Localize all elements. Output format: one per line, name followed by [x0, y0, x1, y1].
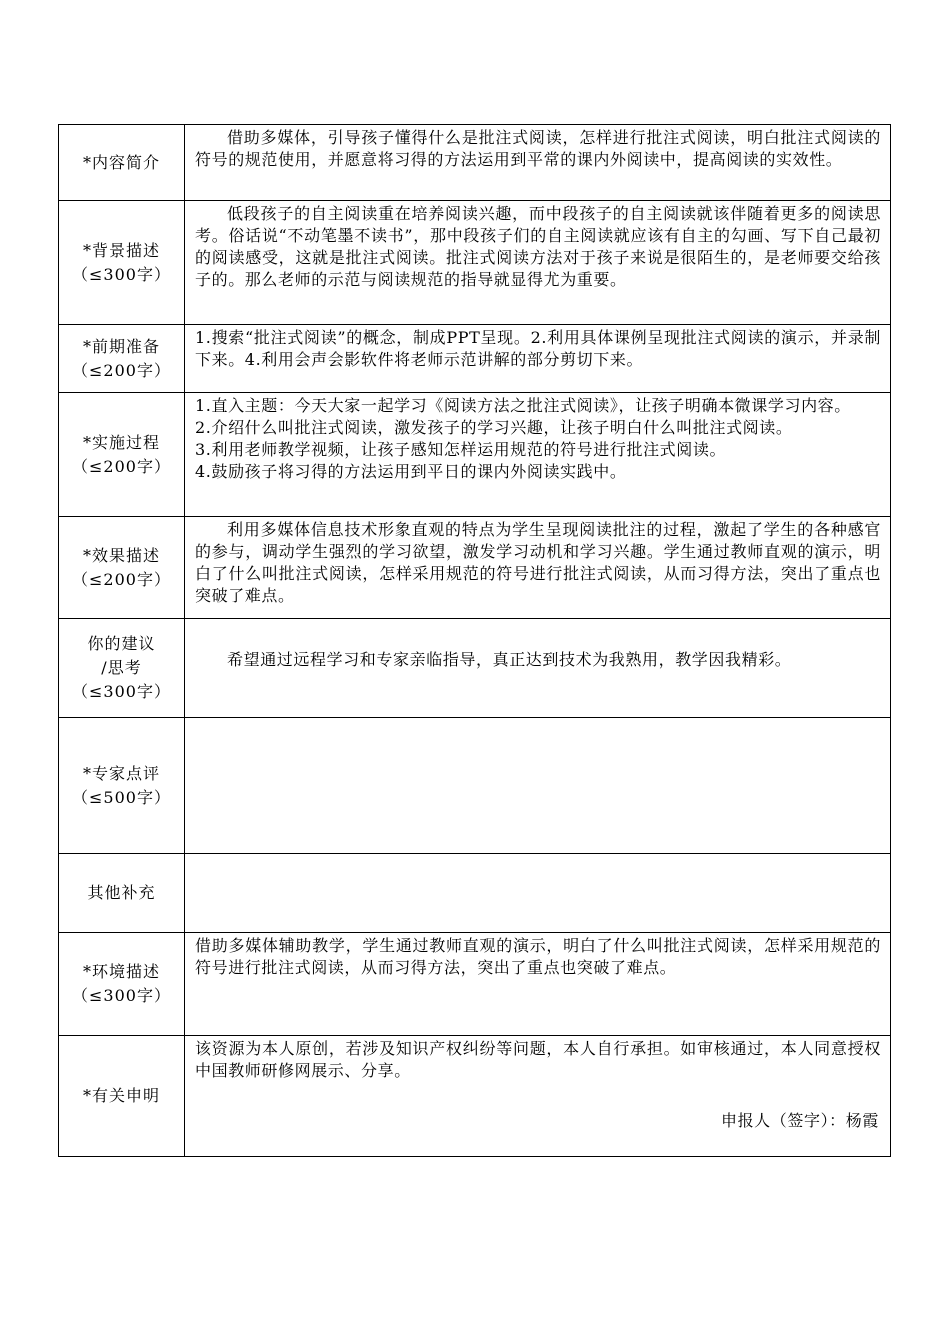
effect-cell	[185, 517, 891, 619]
content-summary-text: 借助多媒体，引导孩子懂得什么是批注式阅读，怎样进行批注式阅读，明白批注式阅读的符号的规范使用，并愿意将习得的方法运用到平常的课内外阅读中，提高阅读的实效性。	[195, 128, 881, 169]
preparation-cell	[185, 325, 891, 393]
label-line: *效果描述	[82, 545, 160, 565]
effect-text: 利用多媒体信息技术形象直观的特点为学生呈现阅读批注的过程，激起了学生的各种感官的参与，调动学生强烈的学习欲望，激发学习动机和学习兴趣。学生通过教师直观的演示，明白了什么叫批注式阅读，怎样采用规范的符号进行批注式阅读，从而习得方法，突出了重点也突破了难点。	[195, 520, 881, 605]
label-expert-review	[59, 718, 185, 854]
label-line: *环境描述	[82, 962, 160, 981]
label-background	[59, 201, 185, 325]
row-expert-review	[59, 718, 891, 854]
label-limit: （≤500字）	[72, 787, 171, 807]
label-limit: （≤200字）	[72, 360, 171, 380]
label-line: *专家点评	[82, 763, 160, 783]
background-text: 低段孩子的自主阅读重在培养阅读兴趣，而中段孩子的自主阅读就该伴随着更多的阅读思考。俗话说“不动笔墨不读书”，那中段孩子们的自主阅读就应该有自主的勾画、写下自己最初的阅读感受，这就是批注式阅读。批注式阅读方法对于孩子来说是很陌生的，是老师要交给孩子的。那么老师的示范与阅读规范的指导就显得尤为重要。	[195, 204, 881, 289]
label-declaration	[59, 1036, 185, 1157]
row-content-summary	[59, 125, 891, 201]
row-environment	[59, 933, 891, 1036]
label-preparation	[59, 325, 185, 393]
application-form	[58, 124, 891, 1157]
content-summary-cell	[185, 125, 891, 201]
implementation-step: 3.利用老师教学视频，让孩子感知怎样运用规范的符号进行批注式阅读。	[195, 440, 727, 459]
row-preparation	[59, 325, 891, 393]
suggestion-text: 希望通过远程学习和专家亲临指导，真正达到技术为我熟用，教学因我精彩。	[227, 650, 792, 669]
declaration-cell	[185, 1036, 891, 1157]
signature-line: 申报人（签字）：杨霞	[720, 1111, 879, 1130]
implementation-step: 2.介绍什么叫批注式阅读，激发孩子的学习兴趣，让孩子明白什么叫批注式阅读。	[195, 418, 793, 437]
label-limit: （≤200字）	[72, 456, 171, 476]
label-other	[59, 854, 185, 933]
background-cell	[185, 201, 891, 325]
expert-review-cell	[185, 718, 891, 854]
label-limit: （≤300字）	[72, 682, 171, 701]
implementation-cell	[185, 393, 891, 517]
implementation-step: 4.鼓励孩子将习得的方法运用到平日的课内外阅读实践中。	[195, 462, 627, 481]
label-line: *内容简介	[82, 152, 160, 172]
label-line: 其他补充	[87, 883, 156, 902]
form-table	[58, 124, 891, 1157]
label-line: *有关申明	[82, 1086, 160, 1105]
environment-text: 借助多媒体辅助教学，学生通过教师直观的演示，明白了什么叫批注式阅读，怎样采用规范的符号进行批注式阅读，从而习得方法，突出了重点也突破了难点。	[195, 936, 881, 977]
label-effect	[59, 517, 185, 619]
label-line: *背景描述	[82, 240, 160, 260]
label-content-summary	[59, 125, 185, 201]
row-effect	[59, 517, 891, 619]
row-implementation	[59, 393, 891, 517]
label-limit: （≤300字）	[72, 264, 171, 284]
row-suggestion	[59, 619, 891, 718]
label-limit: （≤300字）	[72, 986, 171, 1005]
label-implementation	[59, 393, 185, 517]
implementation-step: 1.直入主题：今天大家一起学习《阅读方法之批注式阅读》，让孩子明确本微课学习内容。	[195, 396, 851, 415]
row-background	[59, 201, 891, 325]
row-declaration	[59, 1036, 891, 1157]
label-suggestion	[59, 619, 185, 718]
label-limit: （≤200字）	[72, 569, 171, 589]
row-other	[59, 854, 891, 933]
label-environment	[59, 933, 185, 1036]
label-line: 你的建议	[87, 634, 156, 653]
environment-cell	[185, 933, 891, 1036]
preparation-text: 1.搜索“批注式阅读”的概念，制成PPT呈现。2.利用具体课例呈现批注式阅读的演示，并录制下来。4.利用会声会影软件将老师示范讲解的部分剪切下来。	[195, 328, 881, 369]
declaration-text: 该资源为本人原创，若涉及知识产权纠纷等问题，本人自行承担。如审核通过，本人同意授权中国教师研修网展示、分享。	[195, 1039, 881, 1080]
other-cell	[185, 854, 891, 933]
label-line: *实施过程	[82, 432, 160, 452]
label-line: /思考	[101, 658, 142, 677]
label-line: *前期准备	[82, 336, 160, 356]
suggestion-cell	[185, 619, 891, 718]
